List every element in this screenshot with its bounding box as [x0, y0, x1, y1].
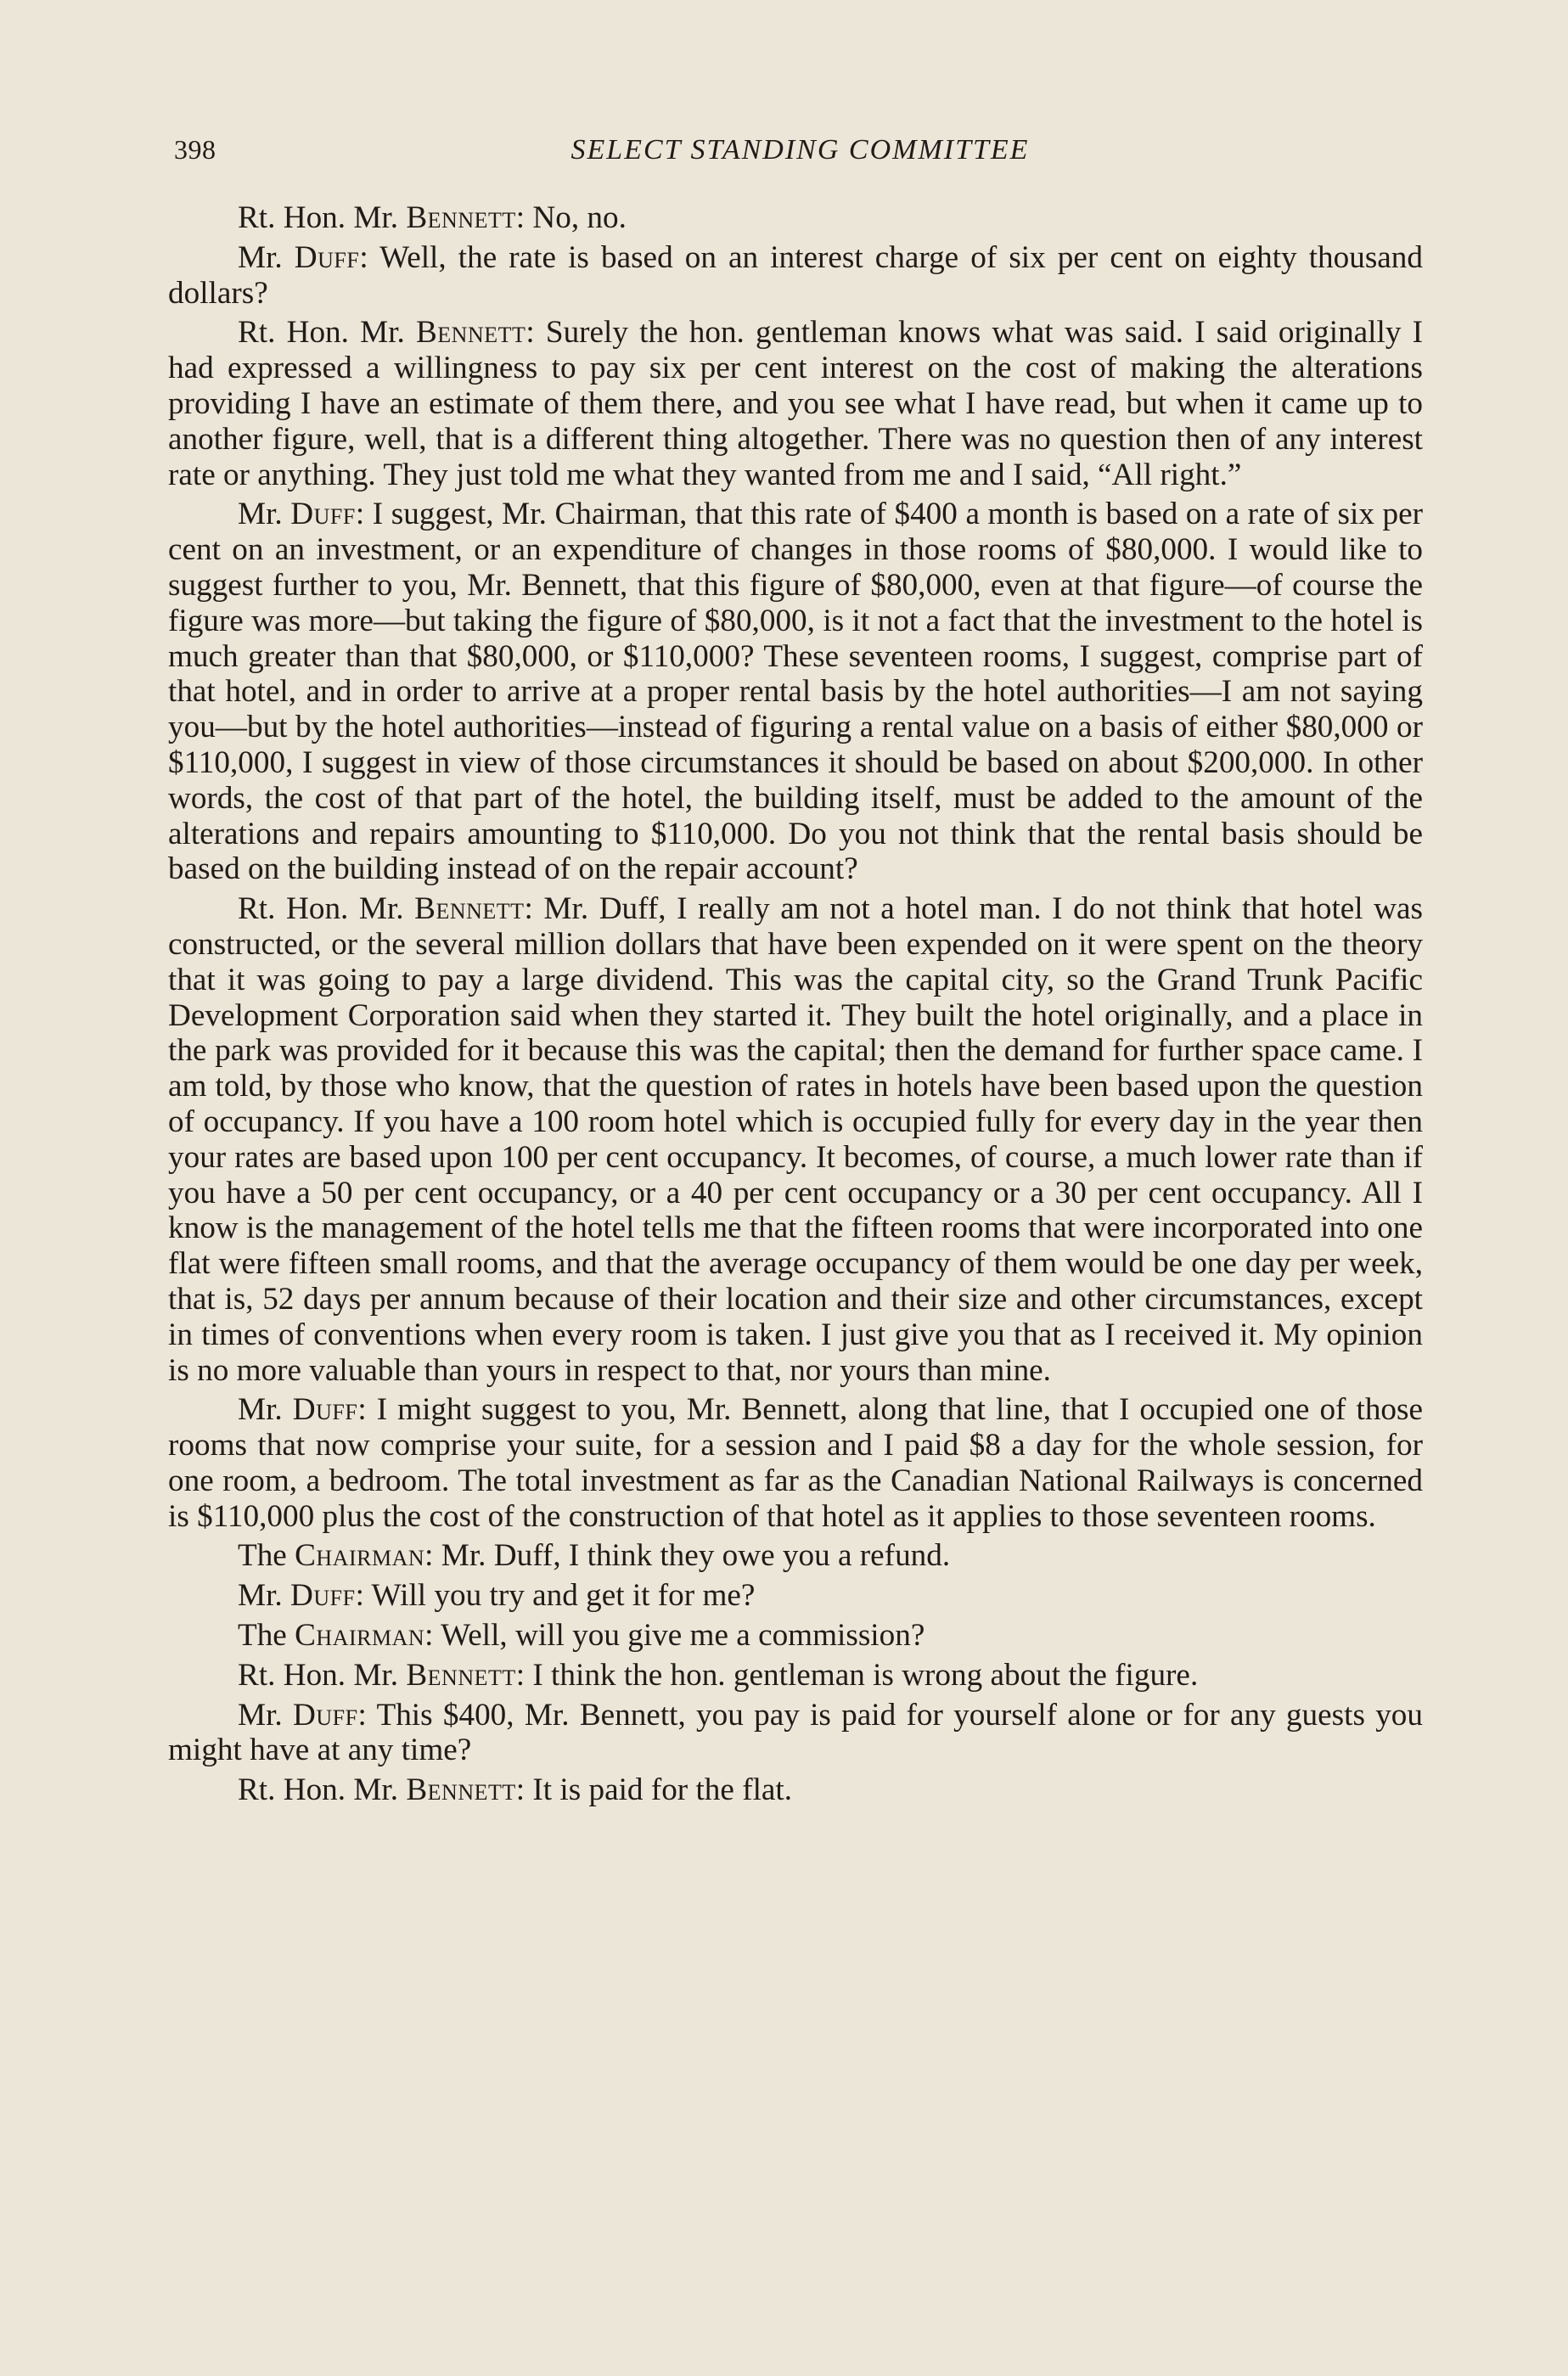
paragraph	[168, 497, 1423, 887]
paragraph	[168, 200, 1423, 236]
paragraph-text: : No, no.	[515, 200, 627, 235]
speaker-name: Bennett	[416, 315, 526, 351]
speaker-name: Chairman	[295, 1618, 425, 1654]
speaker-name: Duff	[292, 1697, 358, 1733]
speaker-name: Bennett	[414, 891, 525, 927]
paragraph-text: : Mr. Duff, I think they owe you a refund.	[424, 1538, 951, 1574]
paragraph	[168, 1772, 1423, 1808]
speaker-name: Duff	[294, 239, 360, 275]
page-number: 398	[174, 134, 216, 165]
speaker-name: Chairman	[295, 1538, 425, 1574]
paragraph-text: : I might suggest to you, Mr. Bennett, along that line, that I occupied one of those rooms that now comprise your suite, for a session and I paid $8 a day for the whole session, for one room, a bedroom. The total investment as far as the Canadian National Railways is concerned is $110,000 plus the cost of the construction of that hotel as it applies to those seventeen rooms.	[168, 1392, 1423, 1534]
paragraph	[168, 1538, 1423, 1574]
paragraph	[168, 1578, 1423, 1614]
speaker-name: Duff	[290, 497, 356, 532]
paragraph-text: : Will you try and get it for me?	[355, 1578, 756, 1614]
paragraph-text: : Surely the hon. gentleman knows what was said. I said originally I had expressed a willingness to pay six per cent interest on the cost of making the alterations providing I have an estimate of them there, and you see what I have read, but when it came up to another figure, well, that is a different thing altogether. There was no question then of any interest rate or anything. They just told me what they wanted from me and I said, “All right.”	[168, 315, 1424, 492]
paragraph	[168, 1698, 1423, 1769]
speaker-prefix: Mr.	[238, 1697, 293, 1733]
transcript-body	[168, 200, 1423, 1812]
speaker-name: Bennett	[406, 200, 516, 235]
paragraph-text: : It is paid for the flat.	[515, 1772, 793, 1808]
paragraph-text: : I suggest, Mr. Chairman, that this rate of $400 a month is based on a rate of six per cent on an investment, or an expenditure of changes in those rooms of $80,000. I would like to suggest further to you, Mr. Bennett, that this figure of $80,000, even at that figure—of course the figure was more—but taking the figure of $80,000, is it not a fact that the investment to the hotel is much greater than that $80,000, or $110,000? These seventeen rooms, I suggest, comprise part of that hotel, and in order to arrive at a proper rental basis by the hotel authorities—I am not saying you—but by the hotel authorities—instead of figuring a rental value on a basis of either $80,000 or $110,000, I suggest in view of those circumstances it should be based on about $200,000. In other words, the cost of that part of the hotel, the building itself, must be added to the amount of the alterations and repairs amounting to $110,000. Do you not think that the rental basis should be based on the building instead of on the repair account?	[168, 497, 1423, 887]
paragraph-text: : I think the hon. gentleman is wrong about the figure.	[515, 1657, 1199, 1693]
speaker-prefix: Rt. Hon. Mr.	[238, 200, 407, 235]
paragraph	[168, 1658, 1423, 1694]
speaker-prefix: The	[238, 1538, 295, 1574]
running-head: SELECT STANDING COMMITTEE	[570, 134, 1030, 166]
paragraph	[168, 315, 1423, 492]
paragraph	[168, 1618, 1423, 1654]
paragraph-text: : Mr. Duff, I really am not a hotel man. I do not think that hotel was constructed, or the several million dollars that have been expended on it were spent on the theory that it was going to pay a large dividend. This was the capital city, so the Grand Trunk Pacific Development Corporation said when they started it. They built the hotel originally, and a place in the park was provided for it because this was the capital; then the demand for further space came. I am told, by those who know, that the question of rates in hotels have been based upon the question of occupancy. If you have a 100 room hotel which is occupied fully for every day in the year then your rates are based upon 100 per cent occupancy. It becomes, of course, a much lower rate than if you have a 50 per cent occupancy, or a 40 per cent occupancy or a 30 per cent occupancy. All I know is the management of the hotel tells me that the fifteen rooms that were incorporated into one flat were fifteen small rooms, and that the average occupancy of them would be one day per week, that is, 52 days per annum because of their location and their size and other circumstances, except in times of conventions when every room is taken. I just give you that as I received it. My opinion is no more valuable than yours in respect to that, nor yours than mine.	[168, 891, 1424, 1388]
page-header	[174, 134, 1426, 168]
speaker-name: Duff	[292, 1392, 358, 1428]
speaker-prefix: The	[238, 1618, 295, 1654]
speaker-prefix: Rt. Hon. Mr.	[238, 315, 416, 351]
paragraph	[168, 891, 1423, 1388]
paragraph-text: : Well, will you give me a commission?	[424, 1618, 925, 1654]
speaker-name: Bennett	[406, 1772, 516, 1808]
speaker-prefix: Mr.	[238, 1392, 293, 1428]
speaker-prefix: Rt. Hon. Mr.	[238, 1657, 407, 1693]
speaker-prefix: Mr.	[238, 497, 291, 532]
paragraph	[168, 1392, 1423, 1534]
paragraph-text: : Well, the rate is based on an interest charge of six per cent on eighty thousand dollars?	[168, 239, 1423, 311]
speaker-prefix: Mr.	[238, 1578, 290, 1614]
paragraph-text: : This $400, Mr. Bennett, you pay is paid for yourself alone or for any guests you might have at any time?	[168, 1697, 1423, 1768]
speaker-prefix: Mr.	[238, 239, 295, 275]
speaker-prefix: Rt. Hon. Mr.	[238, 891, 415, 927]
speaker-name: Bennett	[406, 1657, 516, 1693]
paragraph	[168, 240, 1423, 312]
speaker-name: Duff	[290, 1578, 356, 1614]
speaker-prefix: Rt. Hon. Mr.	[238, 1772, 407, 1808]
